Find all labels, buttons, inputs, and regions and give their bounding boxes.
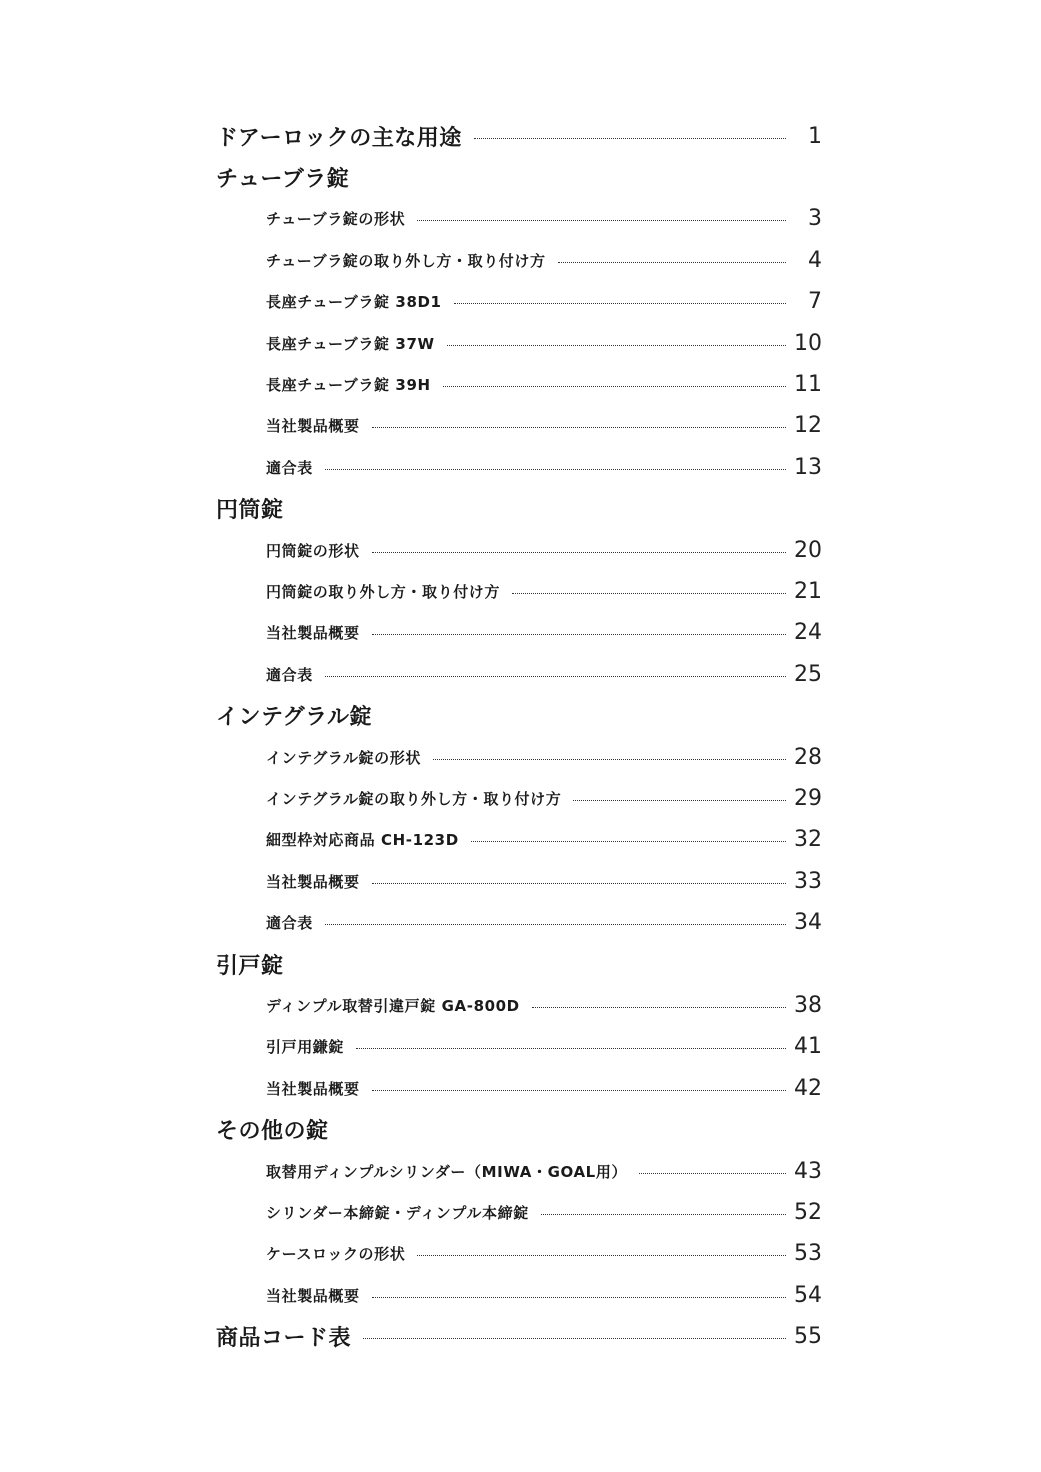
toc-page-number: 55	[794, 1324, 822, 1350]
dotted-leader	[474, 138, 786, 139]
dotted-leader	[417, 220, 786, 221]
toc-page-number: 38	[794, 992, 822, 1018]
toc-section-heading[interactable]	[216, 699, 822, 733]
dotted-leader	[372, 1297, 786, 1298]
dotted-leader	[372, 1090, 786, 1091]
toc-entry-title: チューブラ錠	[216, 166, 350, 192]
toc-entry[interactable]	[266, 823, 822, 857]
toc-page-number: 25	[794, 661, 822, 687]
toc-page-number: 10	[794, 330, 822, 356]
toc-entry-title: 円筒錠の形状	[266, 541, 360, 560]
toc-entry[interactable]	[266, 574, 822, 608]
toc-entry[interactable]	[266, 1154, 822, 1188]
dotted-leader	[372, 883, 786, 884]
toc-entry[interactable]	[266, 243, 822, 277]
toc-page-number: 20	[794, 537, 822, 563]
dotted-leader	[417, 1255, 786, 1256]
toc-entry[interactable]	[266, 285, 822, 319]
toc-page-number: 28	[794, 744, 822, 770]
dotted-leader	[558, 262, 786, 263]
toc-entry-title: 適合表	[266, 458, 313, 477]
toc-page-number: 33	[794, 868, 822, 894]
toc-entry-title: 円筒錠	[216, 498, 284, 524]
toc-page-number: 52	[794, 1199, 822, 1225]
toc-page-number: 32	[794, 827, 822, 853]
toc-entry-title: 長座チューブラ錠 38D1	[266, 293, 442, 312]
toc-page-number: 24	[794, 620, 822, 646]
dotted-leader	[532, 1007, 786, 1008]
toc-page-number: 21	[794, 578, 822, 604]
toc-page-number: 13	[794, 454, 822, 480]
toc-entry[interactable]	[266, 1278, 822, 1312]
toc-entry-title: 当社製品概要	[266, 1286, 360, 1305]
toc-entry[interactable]	[266, 988, 822, 1022]
dotted-leader	[443, 386, 786, 387]
toc-entry-title: 長座チューブラ錠 37W	[266, 334, 435, 353]
toc-entry-title: 当社製品概要	[266, 1079, 360, 1098]
toc-entry[interactable]	[266, 409, 822, 443]
toc-entry-title: 商品コード表	[216, 1326, 352, 1352]
toc-page-number: 1	[808, 123, 822, 149]
dotted-leader	[325, 924, 786, 925]
toc-entry[interactable]	[266, 657, 822, 691]
toc-entry-title: チューブラ錠の取り外し方・取り付け方	[266, 251, 546, 270]
toc-page-number: 41	[794, 1034, 822, 1060]
toc-entry[interactable]	[266, 533, 822, 567]
toc-entry-title: ケースロックの形状	[266, 1245, 406, 1264]
dotted-leader	[471, 841, 786, 842]
toc-entry-title: 当社製品概要	[266, 624, 360, 643]
dotted-leader	[447, 345, 786, 346]
dotted-leader	[325, 469, 786, 470]
toc-entry[interactable]	[266, 1030, 822, 1064]
toc-entry-title: 長座チューブラ錠 39H	[266, 375, 431, 394]
dotted-leader	[573, 800, 786, 801]
dotted-leader	[372, 552, 786, 553]
toc-page-number: 7	[808, 289, 822, 315]
toc-page-number: 11	[794, 371, 822, 397]
toc-section-heading[interactable]	[216, 1113, 822, 1147]
toc-section-heading[interactable]	[216, 947, 822, 981]
toc-entry[interactable]	[266, 202, 822, 236]
toc-section-heading[interactable]	[216, 160, 822, 194]
dotted-leader	[363, 1338, 786, 1339]
toc-page-number: 54	[794, 1282, 822, 1308]
toc-entry-title: 適合表	[266, 665, 313, 684]
toc-page-number: 4	[808, 247, 822, 273]
toc-entry[interactable]	[266, 367, 822, 401]
toc-section-heading[interactable]	[216, 492, 822, 526]
toc-entry-title: 当社製品概要	[266, 417, 360, 436]
toc-entry-title: 引戸錠	[216, 953, 284, 979]
toc-page-number: 12	[794, 413, 822, 439]
toc-section-heading[interactable]	[216, 1320, 822, 1354]
toc-entry[interactable]	[266, 1195, 822, 1229]
toc-entry[interactable]	[266, 781, 822, 815]
toc-page-number: 3	[808, 206, 822, 232]
toc-entry[interactable]	[266, 616, 822, 650]
toc-entry[interactable]	[266, 326, 822, 360]
toc-entry-title: インテグラル錠の形状	[266, 748, 421, 767]
dotted-leader	[454, 303, 786, 304]
dotted-leader	[433, 759, 786, 760]
dotted-leader	[372, 634, 786, 635]
toc-entry-title: チューブラ錠の形状	[266, 210, 406, 229]
toc-entry-title: ディンプル取替引違戸錠 GA-800D	[266, 996, 520, 1015]
toc-entry-title: 適合表	[266, 914, 313, 933]
toc-entry[interactable]	[266, 1237, 822, 1271]
toc-page-number: 34	[794, 910, 822, 936]
toc-entry-title: 円筒錠の取り外し方・取り付け方	[266, 582, 501, 601]
toc-entry-title: シリンダー本締錠・ディンプル本締錠	[266, 1203, 529, 1222]
dotted-leader	[372, 427, 786, 428]
toc-page-number: 42	[794, 1075, 822, 1101]
toc-entry-title: ドアーロックの主な用途	[216, 125, 462, 151]
dotted-leader	[639, 1173, 786, 1174]
toc-entry[interactable]	[266, 1071, 822, 1105]
toc-entry-title: インテグラル錠	[216, 705, 372, 731]
toc-entry[interactable]	[266, 450, 822, 484]
toc-page-number: 29	[794, 785, 822, 811]
toc-entry-title: その他の錠	[216, 1119, 329, 1145]
toc-entry-title: 当社製品概要	[266, 872, 360, 891]
dotted-leader	[356, 1048, 786, 1049]
toc-entry-title: 引戸用鎌錠	[266, 1038, 345, 1057]
dotted-leader	[541, 1214, 786, 1215]
toc-page-number: 53	[794, 1241, 822, 1267]
toc-entry[interactable]	[266, 906, 822, 940]
toc-section-heading[interactable]	[216, 119, 822, 153]
toc-entry[interactable]	[266, 740, 822, 774]
toc-page-number: 43	[794, 1158, 822, 1184]
toc-entry[interactable]	[266, 864, 822, 898]
toc-entry-title: 取替用ディンプルシリンダー（MIWA・GOAL用）	[266, 1162, 628, 1181]
dotted-leader	[512, 593, 786, 594]
toc-entry-title: インテグラル錠の取り外し方・取り付け方	[266, 789, 562, 808]
toc-entry-title: 細型枠対応商品 CH-123D	[266, 831, 459, 850]
dotted-leader	[325, 676, 786, 677]
